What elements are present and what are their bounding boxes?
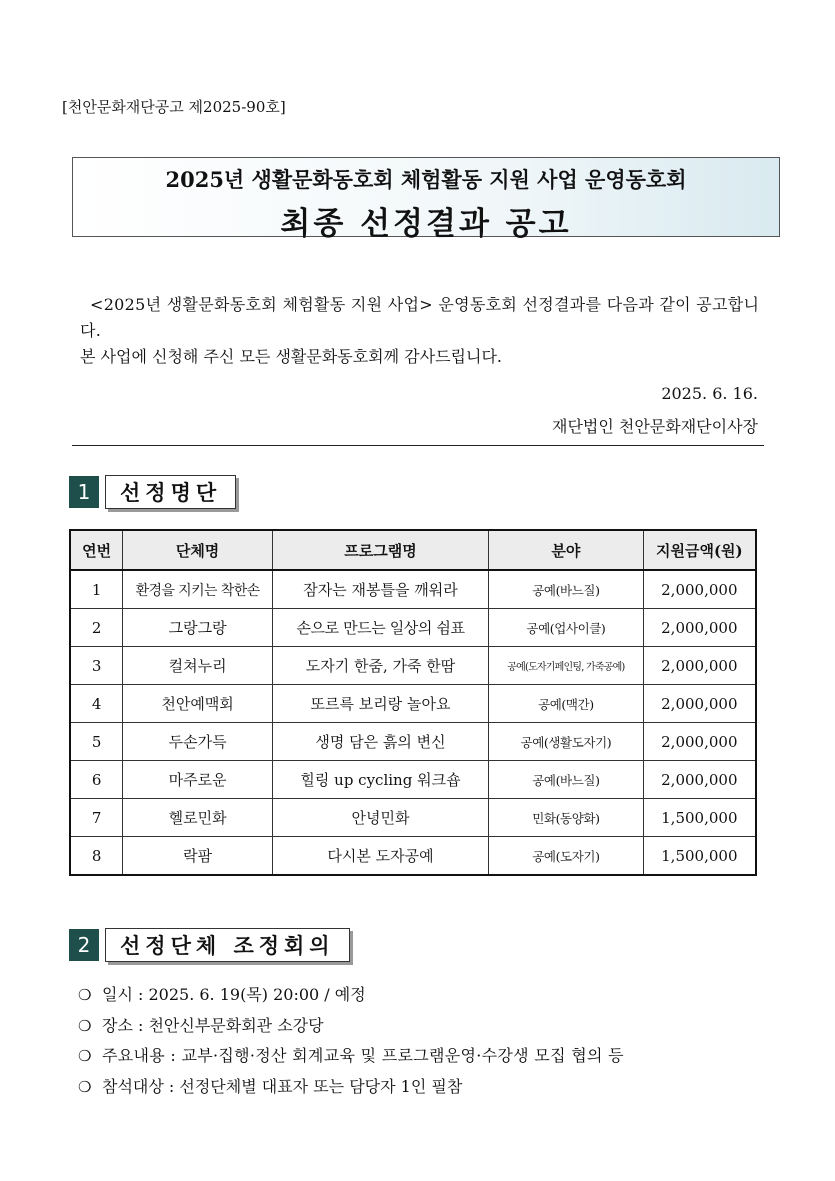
cell-field: 공예(맥간) xyxy=(489,685,643,723)
notice-number: [천안문화재단공고 제2025-90호] xyxy=(62,98,286,116)
section-2-title: 선정단체 조정회의 xyxy=(105,928,350,962)
cell-amount: 1,500,000 xyxy=(643,799,756,837)
col-header-no: 연번 xyxy=(70,530,123,570)
intro-paragraph-2: 본 사업에 신청해 주신 모든 생활문화동호회께 감사드립니다. xyxy=(80,347,503,366)
cell-no: 3 xyxy=(70,647,123,685)
cell-group: 두손가득 xyxy=(123,723,272,761)
bullet-icon: ❍ xyxy=(78,1016,92,1035)
cell-amount: 2,000,000 xyxy=(643,647,756,685)
bullet-icon: ❍ xyxy=(78,1047,92,1065)
issuer: 재단법인 천안문화재단이사장 xyxy=(551,417,758,436)
section-2-number: 2 xyxy=(69,929,99,961)
cell-group: 그랑그랑 xyxy=(123,609,272,647)
cell-field: 공예(바느질) xyxy=(489,570,643,609)
cell-group: 컬쳐누리 xyxy=(123,647,272,685)
intro-paragraph-1: <2025년 생활문화동호회 체험활동 지원 사업> 운영동호회 선정결과를 다음과 같이 공고합니다. xyxy=(80,295,760,340)
meeting-item-text: 일시 : 2025. 6. 19(목) 20:00 / 예정 xyxy=(102,985,366,1004)
meeting-details xyxy=(78,980,624,1102)
cell-field: 공예(바느질) xyxy=(489,761,643,799)
cell-no: 8 xyxy=(70,837,123,876)
list-item xyxy=(78,980,624,1011)
title-line-2: 최종 선정결과 공고 xyxy=(280,206,572,242)
cell-program: 생명 담은 흙의 변신 xyxy=(272,723,488,761)
meeting-item-text: 장소 : 천안신부문화회관 소강당 xyxy=(102,1015,324,1035)
meeting-item-text: 참석대상 : 선정단체별 대표자 또는 담당자 1인 필참 xyxy=(102,1076,463,1096)
cell-no: 1 xyxy=(70,570,123,609)
list-item xyxy=(78,1072,624,1103)
selection-table xyxy=(69,529,757,876)
table-row xyxy=(70,761,756,799)
cell-group: 환경을 지키는 착한손 xyxy=(123,570,272,609)
list-item xyxy=(78,1041,624,1072)
cell-amount: 2,000,000 xyxy=(643,570,756,609)
cell-program: 안녕민화 xyxy=(272,799,488,837)
notice-date: 2025. 6. 16. xyxy=(661,384,758,403)
cell-no: 6 xyxy=(70,761,123,799)
cell-program: 다시본 도자공예 xyxy=(272,837,488,876)
cell-field: 민화(동양화) xyxy=(489,799,643,837)
section-2-heading xyxy=(69,928,350,962)
cell-group: 헬로민화 xyxy=(123,799,272,837)
cell-program: 또르륵 보리랑 놀아요 xyxy=(272,685,488,723)
cell-no: 5 xyxy=(70,723,123,761)
col-header-program: 프로그램명 xyxy=(272,530,488,570)
title-line-1: 2025년 생활문화동호회 체험활동 지원 사업 운영동호회 xyxy=(165,167,687,192)
cell-program: 손으로 만드는 일상의 쉼표 xyxy=(272,609,488,647)
cell-amount: 2,000,000 xyxy=(643,761,756,799)
title-box xyxy=(72,157,780,242)
table-row xyxy=(70,647,756,685)
list-item xyxy=(78,1011,624,1042)
table-row xyxy=(70,685,756,723)
col-header-group: 단체명 xyxy=(123,530,272,570)
col-header-amount: 지원금액(원) xyxy=(643,530,756,570)
table-header-row xyxy=(70,530,756,570)
col-header-field: 분야 xyxy=(489,530,643,570)
cell-amount: 2,000,000 xyxy=(643,609,756,647)
bullet-icon: ❍ xyxy=(78,1077,92,1096)
meeting-item-text: 주요내용 : 교부·집행·정산 회계교육 및 프로그램운영·수강생 모집 협의 등 xyxy=(102,1046,624,1065)
intro-text xyxy=(80,292,760,370)
table-row xyxy=(70,609,756,647)
cell-field: 공예(도자기) xyxy=(489,837,643,876)
section-1-number: 1 xyxy=(69,476,99,508)
table-row xyxy=(70,570,756,609)
section-1-heading xyxy=(69,475,236,509)
cell-amount: 1,500,000 xyxy=(643,837,756,876)
cell-field: 공예(생활도자기) xyxy=(489,723,643,761)
divider xyxy=(72,445,764,446)
cell-field: 공예(업사이클) xyxy=(489,609,643,647)
table-row xyxy=(70,723,756,761)
cell-no: 4 xyxy=(70,685,123,723)
cell-group: 락팜 xyxy=(123,837,272,876)
table-row xyxy=(70,837,756,876)
cell-program: 잠자는 재봉틀을 깨워라 xyxy=(272,570,488,609)
bullet-icon: ❍ xyxy=(78,986,92,1004)
cell-amount: 2,000,000 xyxy=(643,685,756,723)
cell-no: 7 xyxy=(70,799,123,837)
table-row xyxy=(70,799,756,837)
section-1-title: 선정명단 xyxy=(105,475,236,509)
cell-no: 2 xyxy=(70,609,123,647)
cell-group: 천안예맥회 xyxy=(123,685,272,723)
cell-field: 공예(도자기페인팅, 가죽공예) xyxy=(489,647,643,685)
cell-program: 도자기 한줌, 가죽 한땀 xyxy=(272,647,488,685)
cell-program: 힐링 up cycling 워크숍 xyxy=(272,761,488,799)
cell-amount: 2,000,000 xyxy=(643,723,756,761)
cell-group: 마주로운 xyxy=(123,761,272,799)
